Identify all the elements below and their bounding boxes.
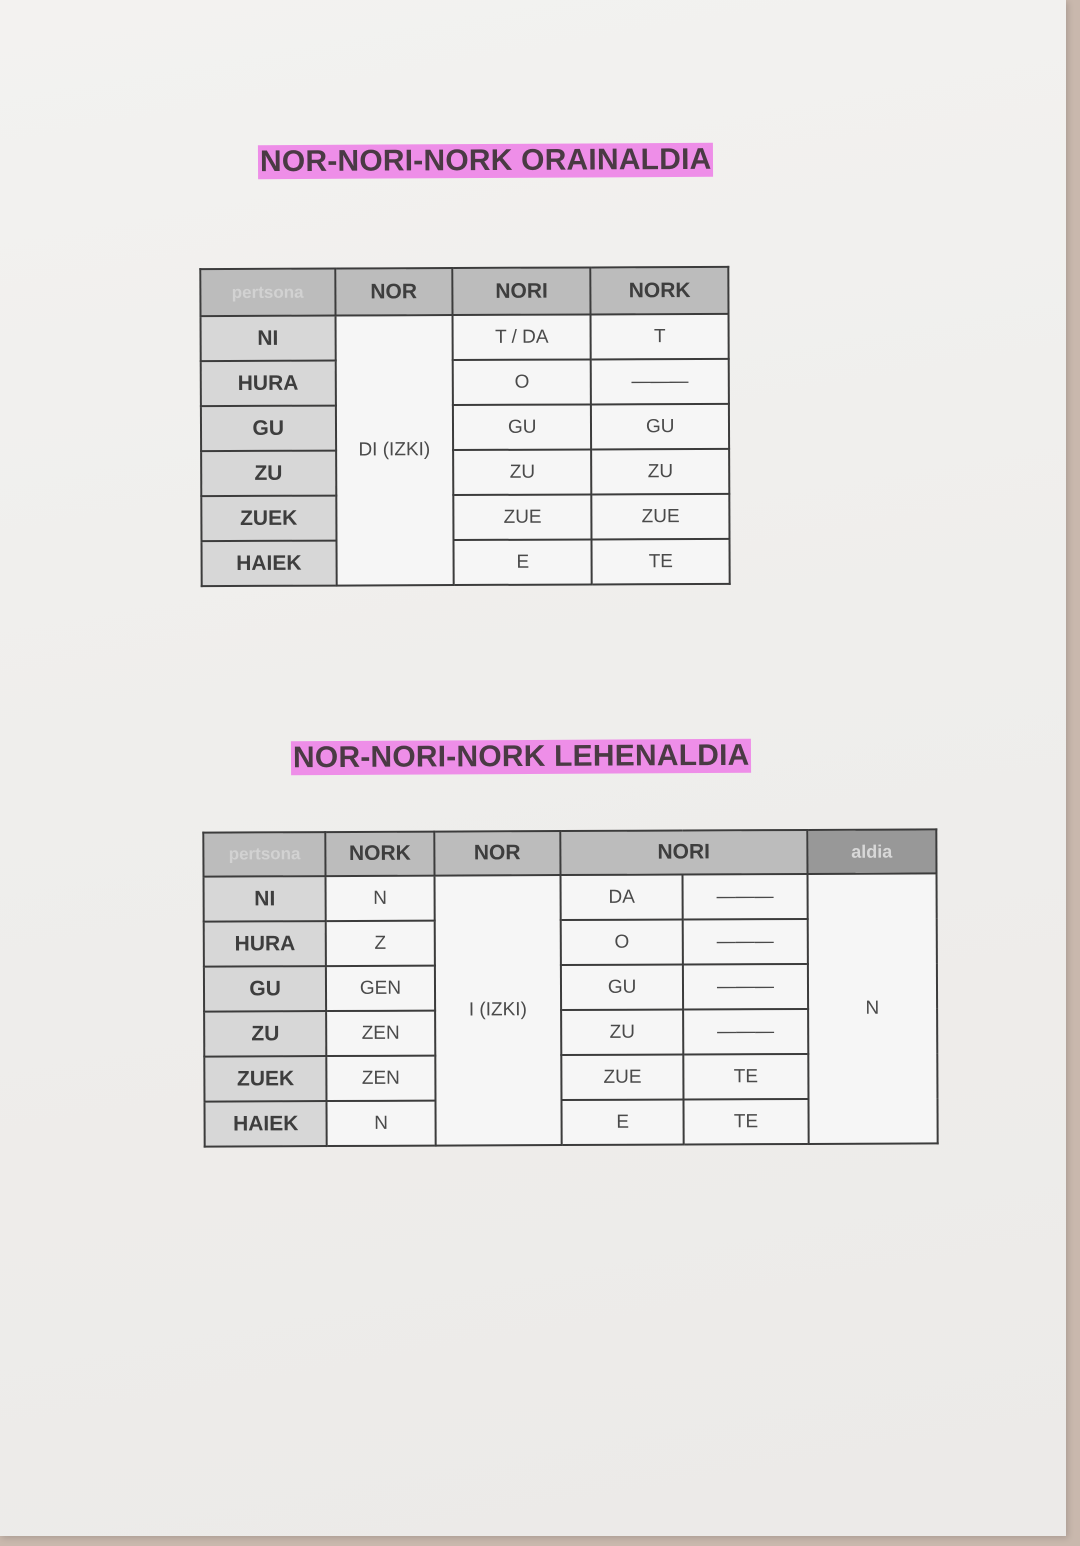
nor-merged-cell: I (IZKI) [434, 875, 562, 1146]
nori-cell-b: ——— [683, 874, 808, 920]
nork-cell: ——— [591, 359, 729, 405]
nori-cell-b: ——— [683, 1009, 808, 1055]
nork-cell: Z [326, 921, 434, 966]
persona-cell: HAIEK [201, 541, 336, 587]
table-row [201, 404, 729, 451]
nori-cell-a: DA [560, 875, 683, 921]
table-row [201, 494, 729, 541]
nori-cell: E [453, 539, 592, 585]
header-nork: NORK [591, 267, 729, 315]
persona-cell: HAIEK [204, 1101, 327, 1147]
persona-cell: ZU [201, 451, 336, 497]
header-nori: NORI [452, 267, 591, 315]
table-row [201, 449, 729, 496]
persona-cell: GU [201, 406, 336, 452]
nori-cell: O [453, 359, 592, 405]
lehenaldia-table [202, 828, 938, 1147]
nori-cell: GU [453, 404, 592, 450]
persona-cell: ZUEK [204, 1056, 327, 1102]
nork-cell: T [591, 314, 729, 360]
nori-cell-b: TE [684, 1054, 809, 1100]
table-row [201, 359, 729, 406]
nork-cell: N [326, 876, 434, 921]
orainaldia-title: NOR-NORI-NORK ORAINALDIA [258, 143, 714, 179]
nor-merged-cell: DI (IZKI) [335, 315, 454, 586]
nori-cell: ZU [453, 449, 592, 495]
persona-cell: GU [204, 966, 327, 1012]
nork-cell: TE [592, 539, 730, 585]
nori-cell-a: O [561, 920, 684, 966]
header-nor: NOR [335, 268, 453, 316]
nork-cell: N [327, 1101, 435, 1146]
nork-cell: ZEN [326, 1011, 434, 1056]
nori-cell: ZUE [453, 494, 592, 540]
nori-cell-a: GU [561, 965, 684, 1011]
nori-cell-b: ——— [683, 919, 808, 965]
lehenaldia-title: NOR-NORI-NORK LEHENALDIA [291, 739, 752, 775]
nork-cell: GEN [326, 966, 434, 1011]
header-nori: NORI [560, 830, 807, 875]
nork-cell: ZU [592, 449, 730, 495]
table-row [204, 873, 937, 921]
nori-cell-b: TE [684, 1099, 809, 1145]
nori-cell-a: ZU [561, 1010, 684, 1056]
header-pertsona: pertsona [200, 269, 335, 317]
header-pertsona: pertsona [203, 832, 326, 877]
header-aldia: aldia [807, 829, 937, 874]
table-header-row [200, 267, 728, 316]
persona-cell: NI [201, 316, 336, 362]
aldia-merged-cell: N [807, 873, 938, 1144]
nori-cell-b: ——— [683, 964, 808, 1010]
nork-cell: ZUE [592, 494, 730, 540]
header-nor: NOR [434, 831, 561, 876]
persona-cell: ZU [204, 1011, 327, 1057]
persona-cell: NI [204, 876, 327, 922]
table-row [201, 314, 729, 361]
header-nork: NORK [326, 832, 434, 876]
persona-cell: HURA [201, 361, 336, 407]
nori-cell-a: ZUE [561, 1055, 684, 1101]
table-header-row [203, 829, 936, 876]
persona-cell: ZUEK [201, 496, 336, 542]
nori-cell-a: E [561, 1100, 684, 1146]
nori-cell: T / DA [452, 314, 591, 360]
nork-cell: ZEN [327, 1056, 435, 1101]
nork-cell: GU [591, 404, 729, 450]
orainaldia-table [199, 266, 730, 587]
table-row [201, 539, 729, 586]
persona-cell: HURA [204, 921, 327, 967]
